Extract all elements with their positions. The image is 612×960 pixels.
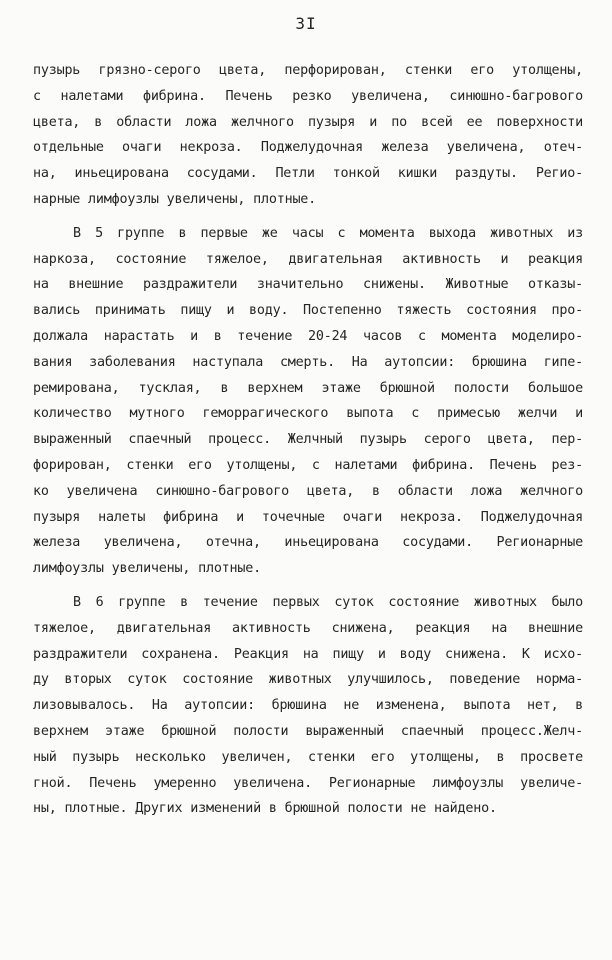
text-line: раздражители сохранена. Реакция на пищу и воду снижена. К исхо- — [33, 646, 583, 662]
text-line: форирован, стенки его утолщены, с налетами фибрина. Печень рез- — [33, 457, 583, 473]
page-number: 3I — [295, 14, 317, 33]
paragraph-2 — [33, 221, 583, 582]
text-line: железа увеличена, отечна, иньецирована сосудами. Регионарные — [33, 535, 583, 551]
paragraph-gap — [33, 213, 583, 221]
text-line: тяжелое, двигательная активность снижена, реакция на внешние — [33, 620, 583, 636]
paragraph-3 — [33, 590, 583, 822]
text-line: ны, плотные. Других изменений в брюшной полости не найдено. — [33, 801, 497, 817]
text-line: лизовывалось. На аутопсии: брюшина не изменена, выпота нет, в — [33, 698, 583, 714]
text-line: пузырь грязно-серого цвета, перфорирован, стенки его утолщены, — [33, 63, 583, 78]
text-line: цвета, в области ложа желчного пузыря и по всей ее поверхности — [33, 114, 583, 130]
text-line: ду вторых суток состояние животных улучшилось, поведение норма- — [33, 672, 583, 688]
text-line: гной. Печень умеренно увеличена. Регионарные лимфоузлы увеличе- — [33, 775, 583, 791]
text-line: В 6 группе в течение первых суток состояние животных было — [73, 594, 583, 610]
text-line: верхнем этаже брюшной полости выраженный спаечный процесс.Желч- — [33, 723, 583, 739]
text-line: В 5 группе в первые же часы с момента выхода животных из — [73, 225, 583, 241]
text-line: лимфоузлы увеличены, плотные. — [33, 561, 261, 577]
text-line: ремирована, тусклая, в верхнем этаже брюшной полости большое — [33, 380, 583, 396]
text-line: количество мутного геморрагического выпота с примесью желчи и — [33, 406, 583, 422]
text-line: нарные лимфоузлы увеличены, плотные. — [33, 191, 317, 207]
text-line: вались принимать пищу и воду. Постепенно тяжесть состояния про- — [33, 303, 583, 319]
text-line: наркоза, состояние тяжелое, двигательная активность и реакция — [33, 251, 583, 267]
text-line: ко увеличена синюшно-багрового цвета, в области ложа желчного — [33, 483, 583, 499]
paragraph-gap — [33, 582, 583, 590]
text-line: пузыря налеты фибрина и точечные очаги некроза. Поджелудочная — [33, 509, 583, 525]
text-line: отдельные очаги некроза. Поджелудочная железа увеличена, отеч- — [33, 140, 583, 156]
paragraph-1 — [33, 58, 583, 213]
text-line: с налетами фибрина. Печень резко увеличена, синюшно-багрового — [33, 88, 583, 104]
text-line: вания заболевания наступала смерть. На аутопсии: брюшина гипе- — [33, 354, 583, 370]
text-line: должала нарастать и в течение 20-24 часов с момента моделиро- — [33, 328, 583, 344]
text-line: на внешние раздражители значительно снижены. Животные отказы- — [33, 277, 583, 293]
text-line: ный пузырь несколько увеличен, стенки его утолщены, в просвете — [33, 749, 583, 765]
text-line: выраженный спаечный процесс. Желчный пузырь серого цвета, пер- — [33, 432, 583, 448]
text-line: на, иньецирована сосудами. Петли тонкой кишки раздуты. Регио- — [33, 166, 583, 182]
body-text — [33, 58, 583, 822]
